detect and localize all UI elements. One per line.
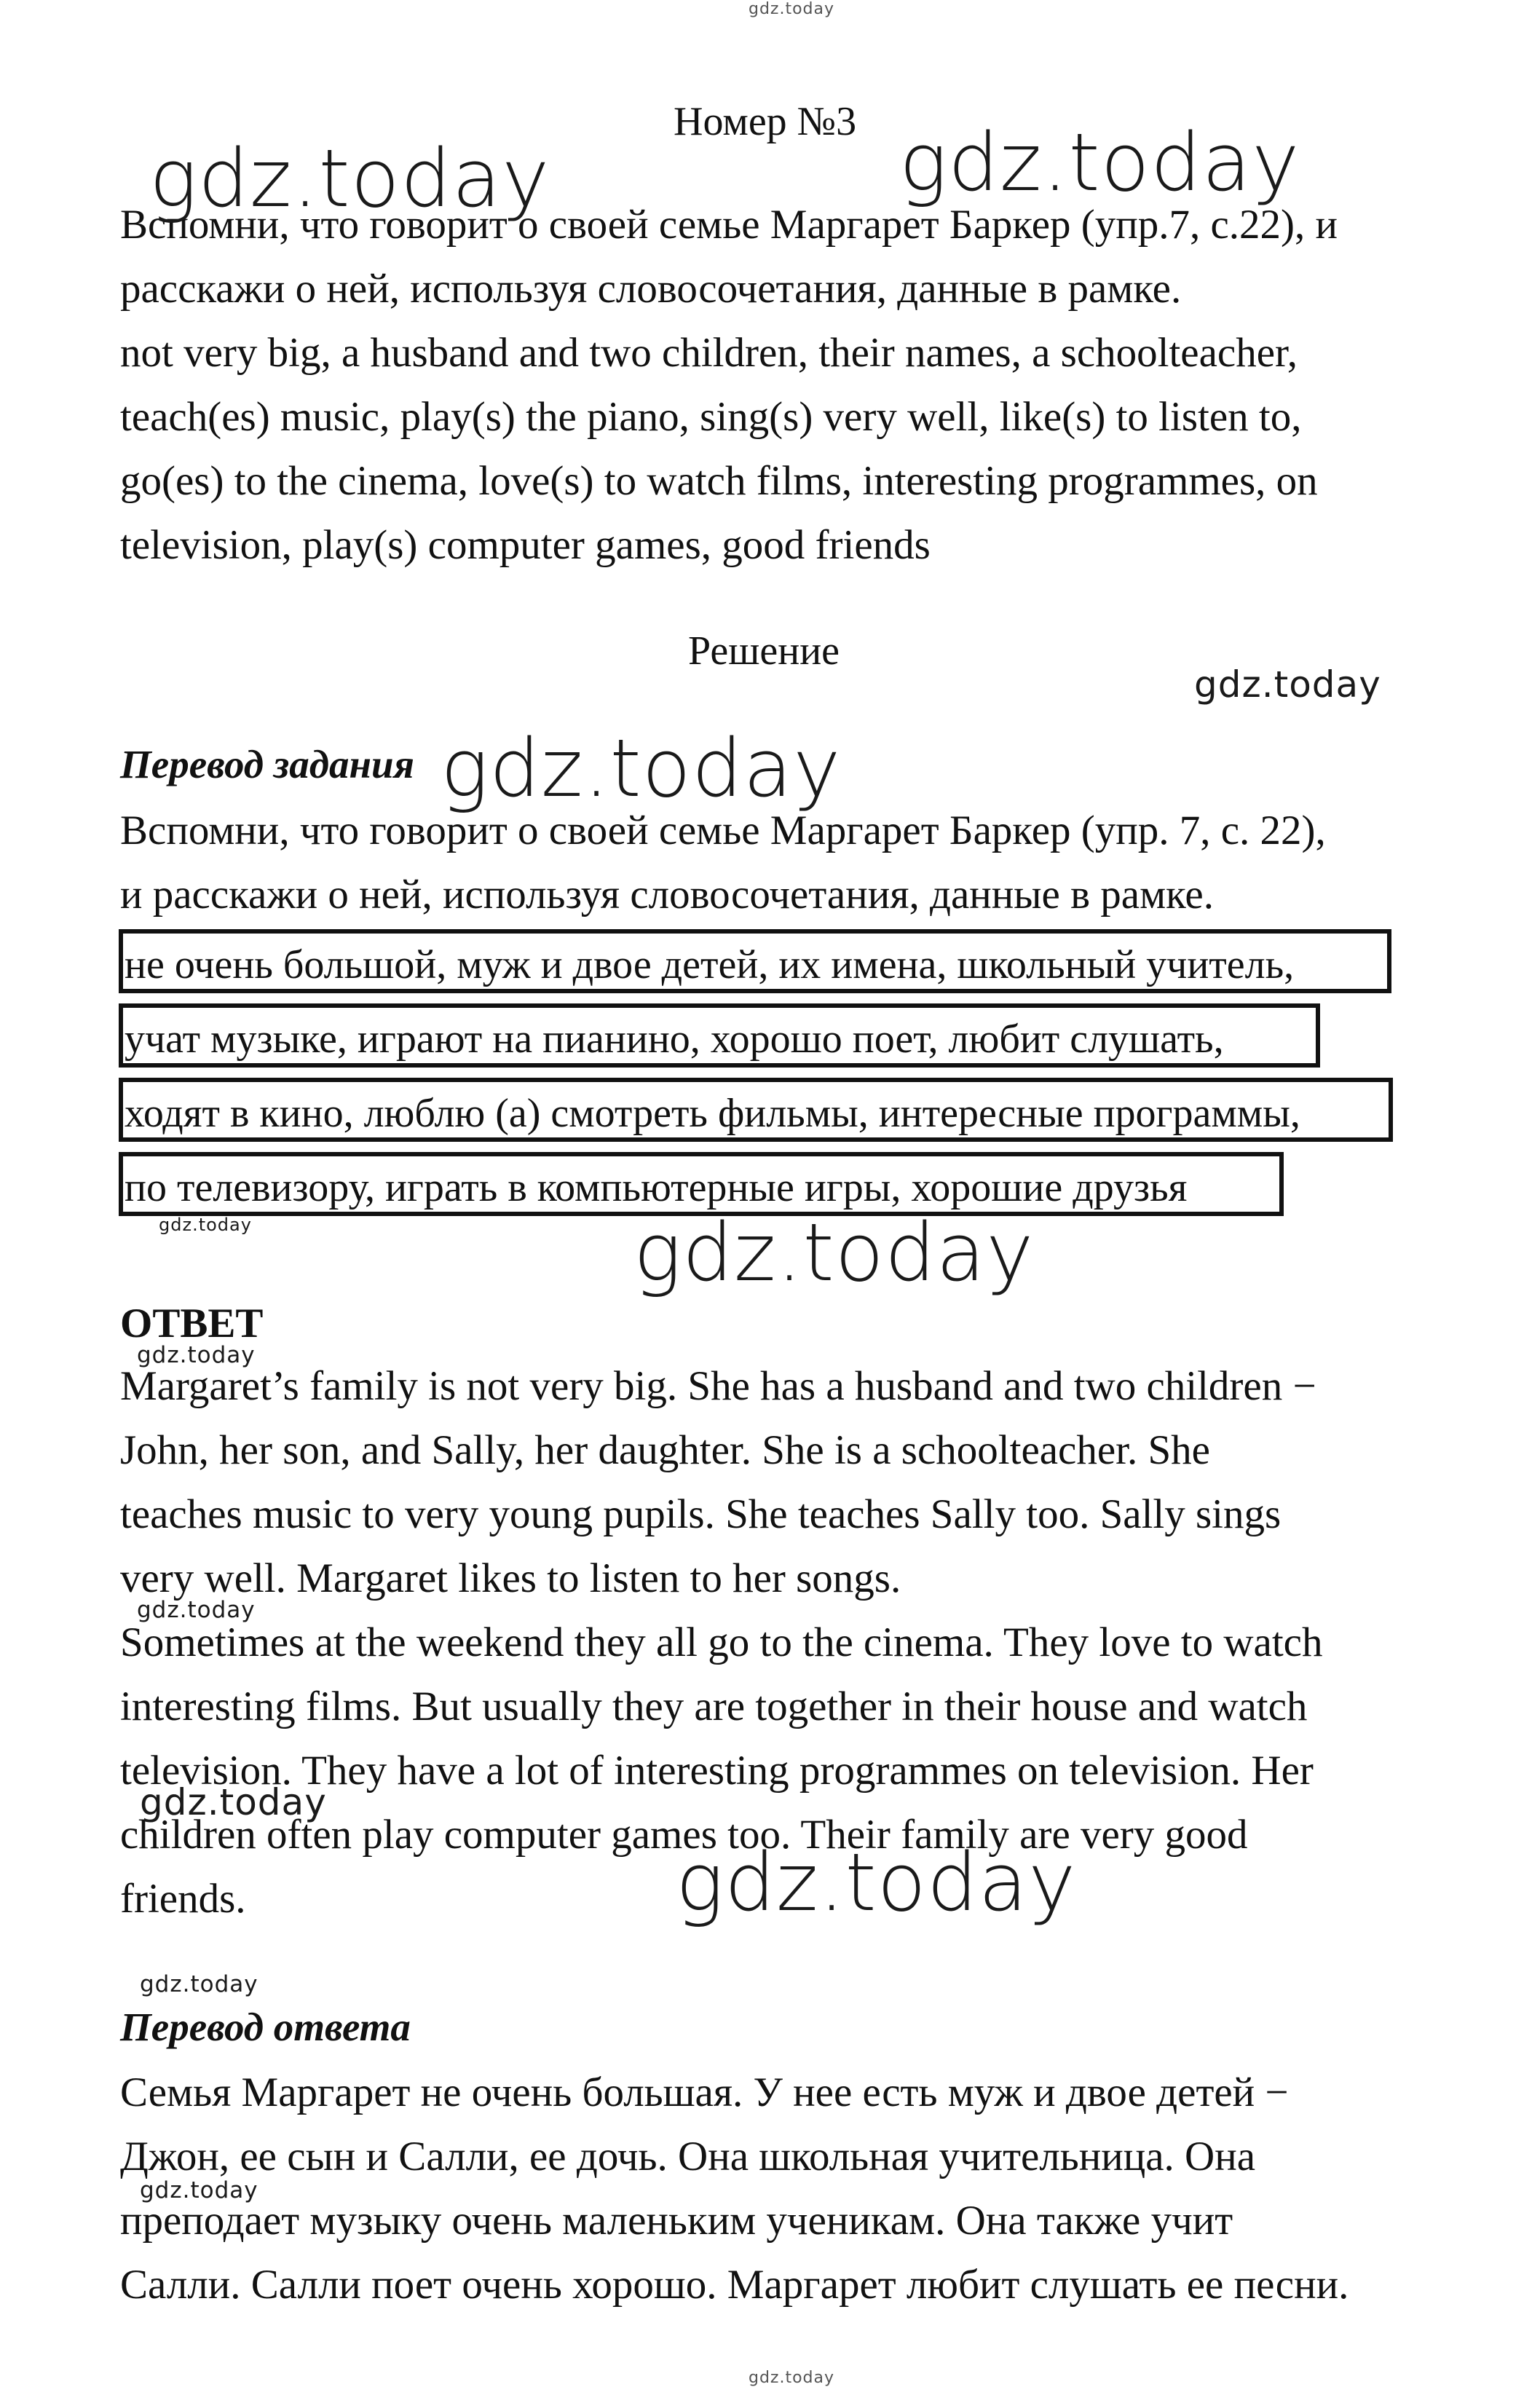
text-line: interesting films. But usually they are together in their house and watch — [120, 1684, 1308, 1729]
watermark: gdz.today — [137, 1342, 256, 1368]
text-line: friends. — [120, 1876, 246, 1922]
text-line: Вспомни, что говорит о своей семье Маргарет Баркер (упр.7, с.22), и — [120, 202, 1338, 248]
text-line: расскажи о ней, используя словосочетания, данные в рамке. — [120, 266, 1182, 312]
text-line: Sometimes at the weekend they all go to the cinema. They love to watch — [120, 1619, 1323, 1665]
boxed-phrase: не очень большой, муж и двое детей, их имена, школьный учитель, — [119, 929, 1391, 993]
header-watermark: gdz.today — [749, 0, 835, 18]
text-line: и расскажи о ней, используя словосочетания, данные в рамке. — [120, 872, 1214, 918]
text-line: children often play computer games too. Their family are very good — [120, 1812, 1248, 1858]
solution-label: Решение — [688, 628, 840, 674]
text-line: Джон, ее сын и Салли, ее дочь. Она школьная учительница. Она — [120, 2134, 1256, 2179]
text-line: teaches music to very young pupils. She teaches Sally too. Sally sings — [120, 1491, 1282, 1537]
answer-heading: ОТВЕТ — [120, 1301, 264, 1346]
text-line: go(es) to the cinema, love(s) to watch films, interesting programmes, on — [120, 458, 1318, 504]
watermark: gdz.today — [676, 1836, 1077, 1929]
answer-translation-text — [120, 2061, 1467, 2317]
translation-text — [120, 799, 1467, 927]
watermark: gdz.today — [633, 1206, 1035, 1299]
text-line: very well. Margaret likes to listen to her songs. — [120, 1555, 901, 1601]
watermark: gdz.today — [441, 722, 842, 815]
task-phrases — [120, 321, 1467, 577]
boxed-phrase: по телевизору, играть в компьютерные игры, хорошие друзья — [119, 1152, 1284, 1216]
watermark: gdz.today — [1194, 663, 1381, 706]
boxed-phrase: учат музыке, играют на пианино, хорошо поет, любит слушать, — [119, 1003, 1320, 1068]
translation-heading: Перевод задания — [120, 742, 414, 786]
watermark: gdz.today — [749, 2369, 835, 2387]
text-line: Вспомни, что говорит о своей семье Маргарет Баркер (упр. 7, с. 22), — [120, 808, 1326, 853]
watermark: gdz.today — [137, 1597, 256, 1623]
watermark: gdz.today — [140, 1971, 258, 1997]
text-line: Семья Маргарет не очень большая. У нее есть муж и двое детей − — [120, 2070, 1289, 2115]
boxed-phrase: ходят в кино, люблю (а) смотреть фильмы, интересные программы, — [119, 1078, 1393, 1142]
watermark: gdz.today — [140, 2177, 258, 2203]
text-line: Салли. Салли поет очень хорошо. Маргарет любит слушать ее песни. — [120, 2262, 1349, 2308]
watermark: gdz.today — [140, 1781, 327, 1823]
watermark: gdz.today — [899, 116, 1300, 209]
text-line: Margaret’s family is not very big. She has a husband and two children − — [120, 1363, 1316, 1409]
text-line: television. They have a lot of interesting programmes on television. Her — [120, 1748, 1314, 1794]
watermark: gdz.today — [159, 1215, 252, 1235]
text-line: John, her son, and Sally, her daughter. She is a schoolteacher. She — [120, 1427, 1210, 1473]
text-line: not very big, a husband and two children, their names, a schoolteacher, — [120, 330, 1298, 376]
text-line: преподает музыку очень маленьким ученикам. Она также учит — [120, 2198, 1233, 2244]
text-line: teach(es) music, play(s) the piano, sing(s) very well, like(s) to listen to, — [120, 394, 1302, 440]
answer-translation-heading: Перевод ответа — [120, 2005, 411, 2049]
watermark: gdz.today — [149, 132, 550, 225]
page-title: Номер №3 — [674, 99, 857, 144]
text-line: television, play(s) computer games, good friends — [120, 522, 931, 568]
